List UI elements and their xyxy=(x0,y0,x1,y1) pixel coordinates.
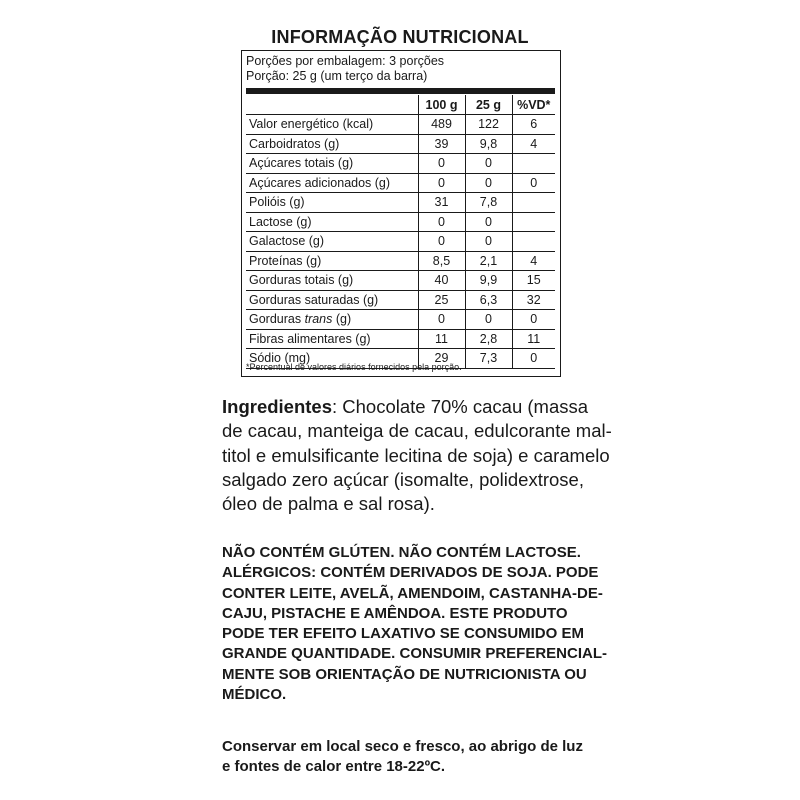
table-row xyxy=(246,271,555,291)
warning-line: NÃO CONTÉM GLÚTEN. NÃO CONTÉM LACTOSE. xyxy=(222,544,581,561)
ingredients-line: titol e emulsificante lecitina de soja) e caramelo xyxy=(222,444,610,466)
ingredients-text: : Chocolate 70% cacau (massa xyxy=(332,396,589,417)
thick-divider xyxy=(246,88,555,94)
value-per-serving: 2,1 xyxy=(465,251,512,271)
table-row xyxy=(246,115,555,135)
daily-value-percent: 32 xyxy=(512,290,555,310)
ingredients-line: óleo de palma e sal rosa). xyxy=(222,493,435,515)
nutrient-label-text: Fibras alimentares (g) xyxy=(249,331,371,346)
nutrient-label xyxy=(246,271,418,291)
column-header-vd: %VD* xyxy=(512,95,555,115)
nutrient-label xyxy=(246,173,418,193)
nutrient-label xyxy=(246,232,418,252)
value-per-100g: 0 xyxy=(418,212,465,232)
value-per-serving: 0 xyxy=(465,310,512,330)
daily-value-percent: 4 xyxy=(512,134,555,154)
table-header-row xyxy=(246,95,555,115)
value-per-serving: 7,8 xyxy=(465,193,512,213)
value-per-100g: 0 xyxy=(418,173,465,193)
warning-line: ALÉRGICOS: CONTÉM DERIVADOS DE SOJA. PODE xyxy=(222,564,599,582)
nutrient-label xyxy=(246,212,418,232)
value-per-serving: 9,8 xyxy=(465,134,512,154)
nutrient-label-text: Polióis (g) xyxy=(249,195,305,210)
table-row xyxy=(246,310,555,330)
nutrient-label-text: Sódio (mg) xyxy=(249,351,311,366)
nutrient-label-text: Açúcares totais (g) xyxy=(249,156,354,171)
value-per-serving: 0 xyxy=(465,154,512,174)
allergen-warning xyxy=(222,543,607,705)
value-per-serving: 6,3 xyxy=(465,290,512,310)
warning-line: MENTE SOB ORIENTAÇÃO DE NUTRICIONISTA OU xyxy=(222,665,587,683)
nutrient-label-text: Gorduras xyxy=(249,312,305,327)
daily-value-percent: 0 xyxy=(512,349,555,369)
nutrient-label-italic: trans xyxy=(304,312,333,327)
serving-size: Porção: 25 g (um terço da barra) xyxy=(246,69,428,83)
daily-value-percent: 11 xyxy=(512,329,555,349)
daily-value-percent xyxy=(512,232,555,252)
daily-value-percent: 0 xyxy=(512,310,555,330)
column-header-100g: 100 g xyxy=(418,95,465,115)
warning-line: MÉDICO. xyxy=(222,686,287,704)
value-per-serving: 9,9 xyxy=(465,271,512,291)
nutrient-label xyxy=(246,290,418,310)
nutrient-label-text: Proteínas (g) xyxy=(249,253,322,268)
table-row xyxy=(246,134,555,154)
table-row xyxy=(246,212,555,232)
value-per-100g: 11 xyxy=(418,329,465,349)
nutrition-facts-panel xyxy=(241,50,561,377)
nutrient-label-text: Lactose (g) xyxy=(249,214,312,229)
value-per-100g: 39 xyxy=(418,134,465,154)
warning-line: CONTER LEITE, AVELÃ, AMENDOIM, CASTANHA-DE- xyxy=(222,584,603,602)
ingredients-heading: Ingredientes xyxy=(222,396,332,417)
ingredients-section xyxy=(222,395,612,516)
value-per-100g: 25 xyxy=(418,290,465,310)
value-per-100g: 40 xyxy=(418,271,465,291)
value-per-100g: 0 xyxy=(418,232,465,252)
daily-value-percent: 0 xyxy=(512,173,555,193)
daily-value-percent xyxy=(512,193,555,213)
nutrition-table-body xyxy=(246,115,555,369)
value-per-100g: 29 xyxy=(418,349,465,369)
nutrient-label-text: Gorduras saturadas (g) xyxy=(249,292,379,307)
nutrient-label xyxy=(246,115,418,135)
portion-info xyxy=(246,54,444,84)
storage-line: Conservar em local seco e fresco, ao abrigo de luz xyxy=(222,738,583,755)
nutrient-label-text: Galactose (g) xyxy=(249,234,325,249)
value-per-serving: 7,3 xyxy=(465,349,512,369)
nutrient-label xyxy=(246,310,418,330)
table-row xyxy=(246,251,555,271)
daily-value-percent: 4 xyxy=(512,251,555,271)
warning-line: PODE TER EFEITO LAXATIVO SE CONSUMIDO EM xyxy=(222,625,584,643)
ingredients-line xyxy=(222,395,602,419)
portions-per-package: Porções por embalagem: 3 porções xyxy=(246,54,445,68)
nutrient-label-text: Gorduras totais (g) xyxy=(249,273,354,288)
storage-instructions xyxy=(222,737,583,778)
nutrient-label xyxy=(246,154,418,174)
nutrient-label xyxy=(246,251,418,271)
ingredients-line: de cacau, manteiga de cacau, edulcorante mal- xyxy=(222,420,612,442)
warning-line: CAJU, PISTACHE E AMÊNDOA. ESTE PRODUTO xyxy=(222,604,568,622)
nutrient-label-text: Açúcares adicionados (g) xyxy=(249,175,391,190)
nutrition-table xyxy=(246,95,555,369)
column-header-25g: 25 g xyxy=(465,95,512,115)
value-per-100g: 0 xyxy=(418,154,465,174)
table-row xyxy=(246,329,555,349)
nutrient-label-suffix: (g) xyxy=(332,312,352,327)
table-row xyxy=(246,232,555,252)
table-footnote: *Percentual de valores diários fornecidos pela porção. xyxy=(246,362,462,372)
storage-line: e fontes de calor entre 18-22ºC. xyxy=(222,758,446,776)
table-row xyxy=(246,290,555,310)
value-per-serving: 122 xyxy=(465,115,512,135)
daily-value-percent xyxy=(512,154,555,174)
nutrient-label xyxy=(246,134,418,154)
value-per-serving: 0 xyxy=(465,232,512,252)
nutrient-label-text: Carboidratos (g) xyxy=(249,136,340,151)
nutrition-title: INFORMAÇÃO NUTRICIONAL xyxy=(271,27,529,47)
value-per-100g: 8,5 xyxy=(418,251,465,271)
ingredients-line: salgado zero açúcar (isomalte, polidextrose, xyxy=(222,468,584,490)
value-per-100g: 31 xyxy=(418,193,465,213)
warning-line: GRANDE QUANTIDADE. CONSUMIR PREFERENCIAL- xyxy=(222,645,608,663)
daily-value-percent: 6 xyxy=(512,115,555,135)
row-label-header xyxy=(246,95,418,115)
value-per-serving: 0 xyxy=(465,212,512,232)
value-per-serving: 2,8 xyxy=(465,329,512,349)
nutrient-label-text: Valor energético (kcal) xyxy=(249,117,374,132)
value-per-serving: 0 xyxy=(465,173,512,193)
daily-value-percent: 15 xyxy=(512,271,555,291)
nutrient-label xyxy=(246,193,418,213)
value-per-100g: 489 xyxy=(418,115,465,135)
table-row xyxy=(246,173,555,193)
daily-value-percent xyxy=(512,212,555,232)
nutrient-label xyxy=(246,329,418,349)
value-per-100g: 0 xyxy=(418,310,465,330)
table-row xyxy=(246,154,555,174)
table-row xyxy=(246,193,555,213)
